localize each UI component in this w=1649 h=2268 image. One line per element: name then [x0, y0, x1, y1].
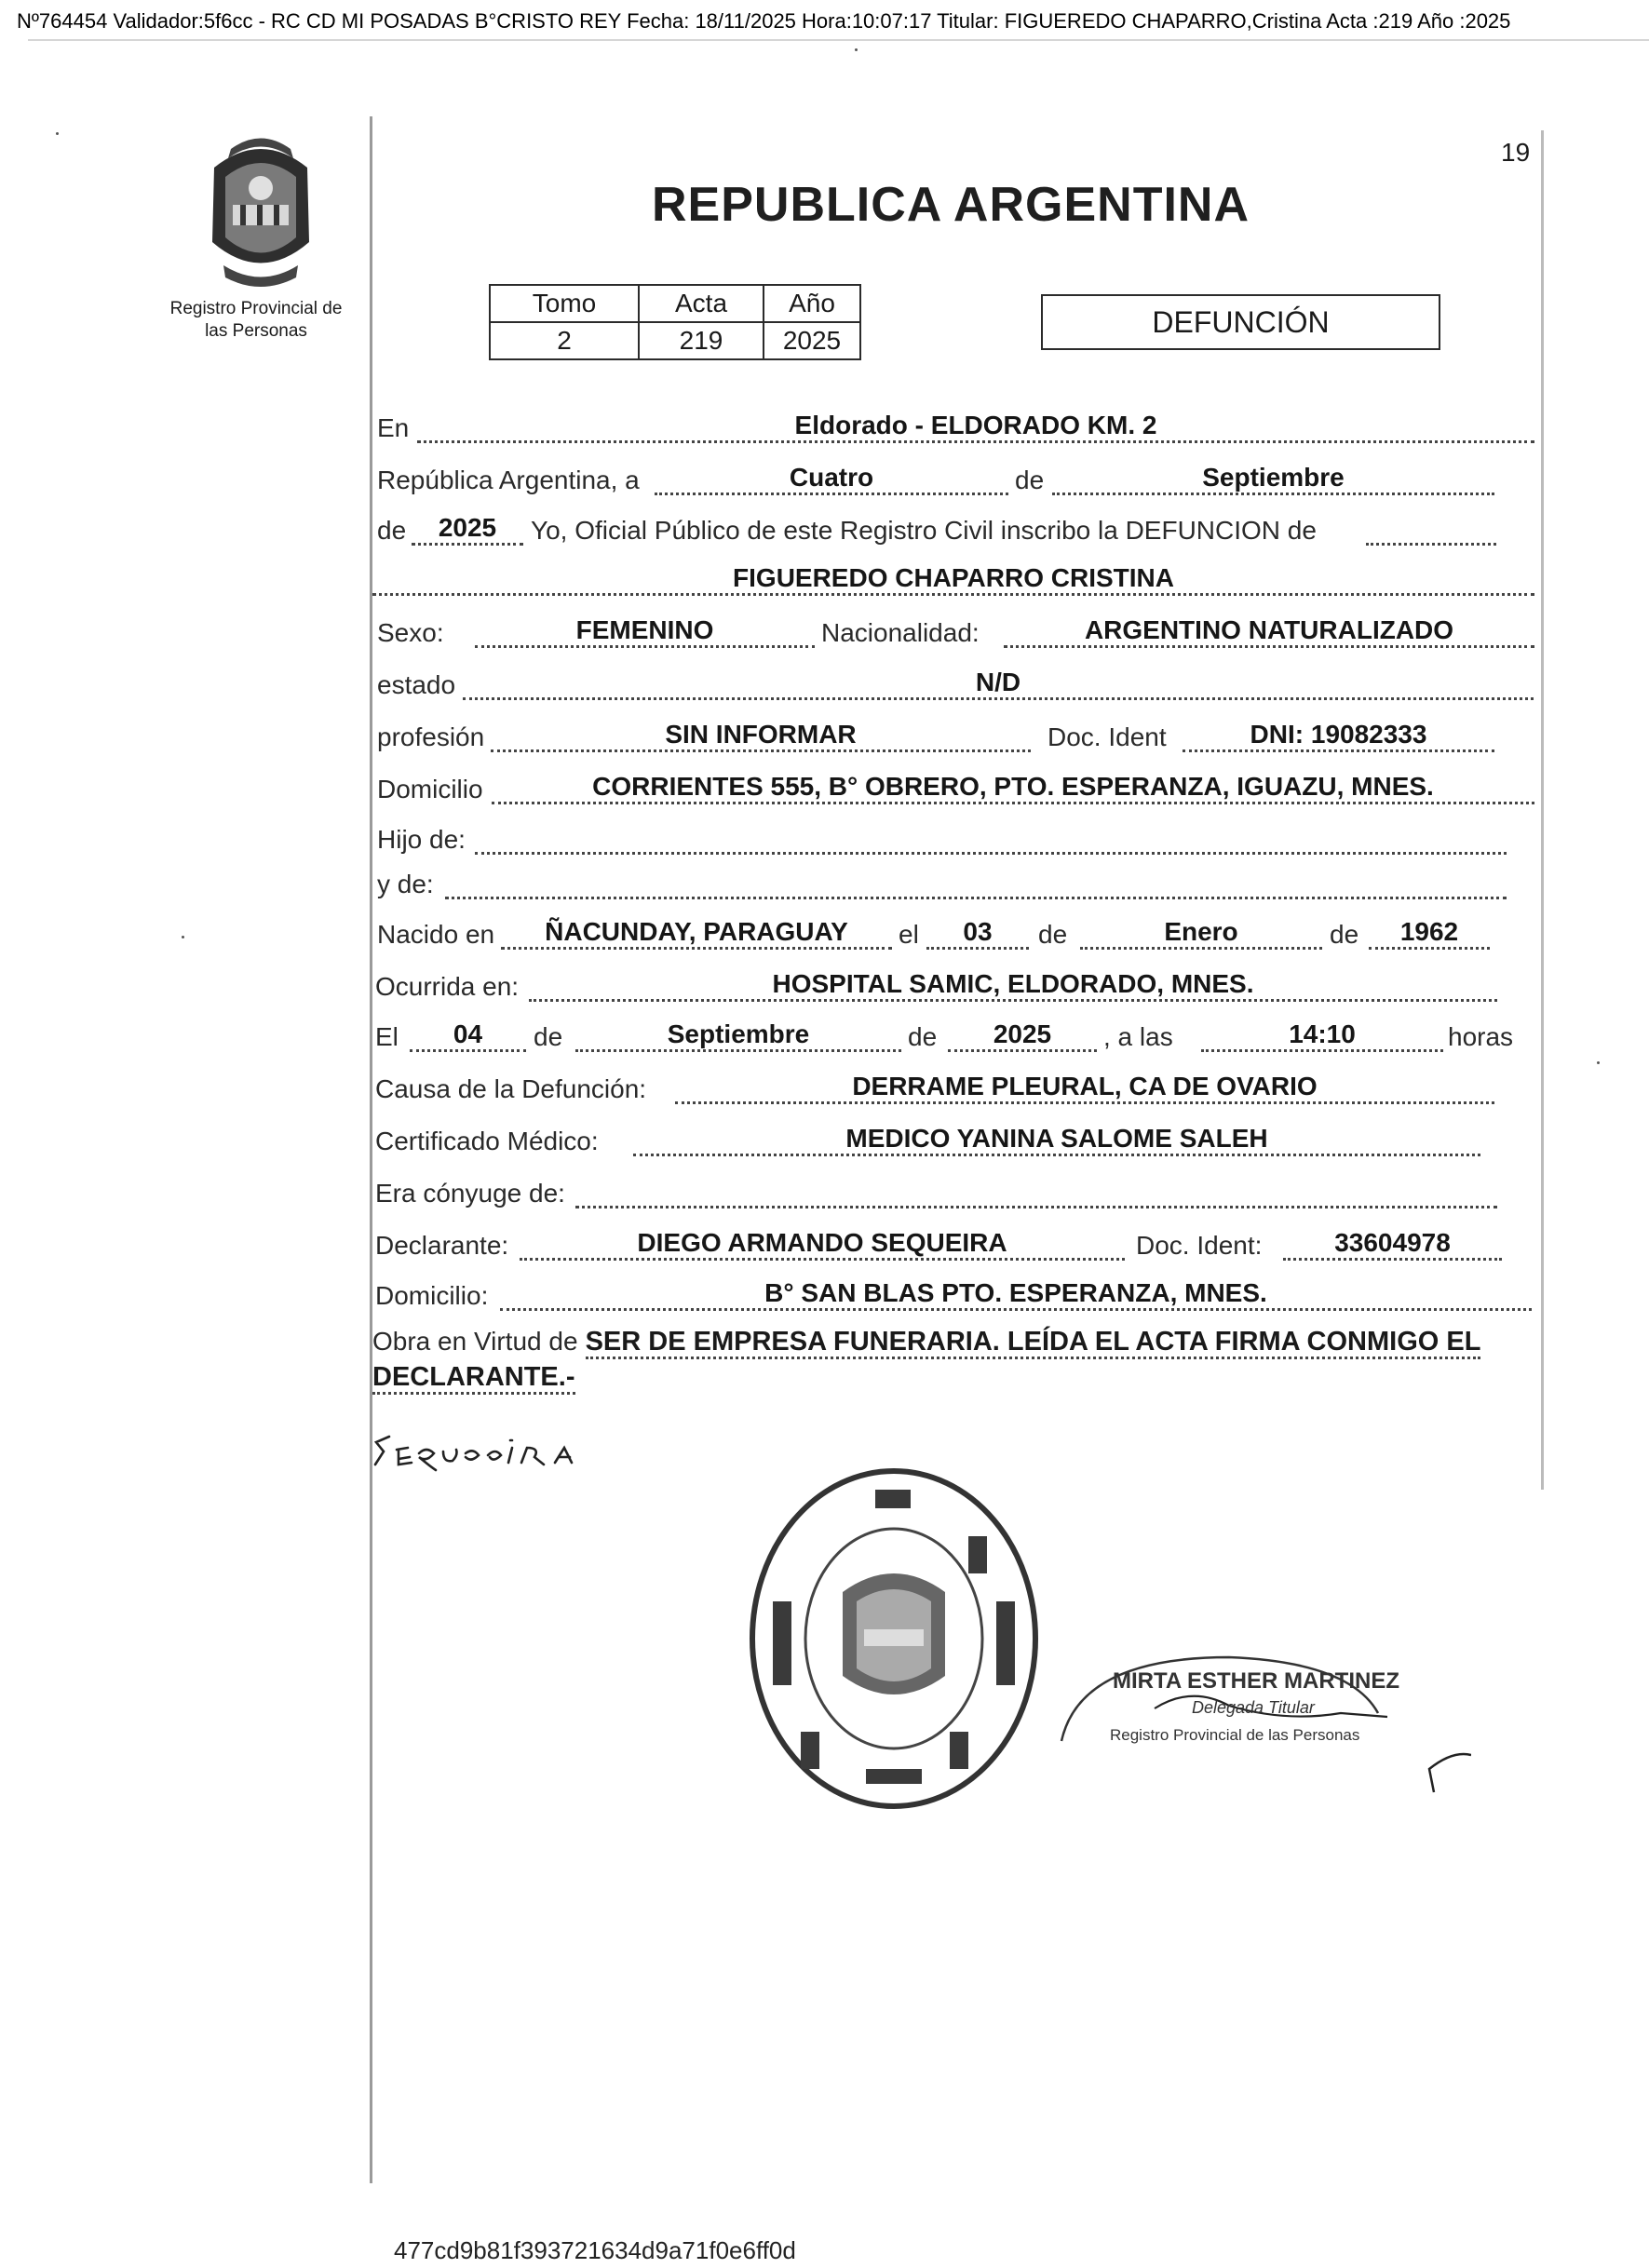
field-profesion: SIN INFORMAR [491, 720, 1031, 752]
acta-value: 219 [639, 322, 764, 359]
field-dia-letras: Cuatro [655, 463, 1008, 495]
row-fecha [0, 462, 1649, 503]
field-y-de [445, 867, 1507, 899]
anio-value: 2025 [764, 322, 860, 359]
label-domicilio-declarante: Domicilio: [375, 1281, 489, 1310]
registry-name-line2: las Personas [205, 321, 307, 341]
row-domicilio-declarante [0, 1277, 1649, 1318]
page-number: 19 [1501, 138, 1531, 167]
label-certificado: Certificado Médico: [375, 1127, 599, 1155]
field-nacido-en: ÑACUNDAY, PARAGUAY [501, 917, 892, 950]
tomo-value: 2 [490, 322, 639, 359]
field-mes: Septiembre [1052, 463, 1494, 495]
row-domicilio [0, 771, 1649, 812]
label-el: el [899, 920, 919, 949]
row-profesion [0, 719, 1649, 760]
scan-speck [855, 48, 858, 51]
field-domicilio: CORRIENTES 555, B° OBRERO, PTO. ESPERANZA, IGUAZU, MNES. [492, 772, 1534, 804]
field-def-hora: 14:10 [1201, 1019, 1443, 1052]
field-declarante: DIEGO ARMANDO SEQUEIRA [520, 1228, 1125, 1261]
label-doc-ident: Doc. Ident [1048, 722, 1167, 751]
row-hijo [0, 821, 1649, 862]
anio-header: Año [764, 285, 860, 322]
label-doc-ident-declarante: Doc. Ident: [1136, 1231, 1263, 1260]
label-conyuge: Era cónyuge de: [375, 1179, 565, 1208]
label-ocurrida-en: Ocurrida en: [375, 972, 520, 1001]
field-anio: 2025 [412, 513, 523, 546]
row-defuncion-fecha [0, 1019, 1649, 1060]
field-declarante-domicilio: B° SAN BLAS PTO. ESPERANZA, MNES. [500, 1278, 1532, 1311]
field-oficial-blank [1366, 513, 1496, 546]
row-nombre [0, 562, 1649, 603]
row-obra [372, 1324, 1527, 1395]
row-anio [0, 512, 1649, 553]
row-ocurrida [0, 968, 1649, 1009]
label-domicilio: Domicilio [377, 775, 483, 803]
official-signature-block [1043, 1620, 1471, 1806]
field-documento: DNI: 19082333 [1183, 720, 1494, 752]
label-nacido-en: Nacido en [377, 920, 495, 949]
field-conyuge [575, 1176, 1497, 1208]
delegation-stamp-icon [745, 1462, 1043, 1816]
label-el-cap: El [375, 1022, 399, 1051]
field-nombre: FIGUEREDO CHAPARRO CRISTINA [372, 563, 1534, 596]
acta-header: Acta [639, 285, 764, 322]
register-table [489, 284, 861, 360]
row-lugar [0, 410, 1649, 451]
label-nacionalidad: Nacionalidad: [821, 618, 980, 647]
field-def-mes: Septiembre [575, 1019, 901, 1052]
scan-speck [56, 132, 59, 135]
label-y-de: y de: [377, 870, 434, 898]
row-sexo [0, 614, 1649, 655]
row-declarante [0, 1227, 1649, 1268]
label-obra: Obra en Virtud de [372, 1327, 578, 1356]
label-oficial: Yo, Oficial Público de este Registro Civil inscribo la DEFUNCION de [531, 516, 1317, 545]
label-profesion: profesión [377, 722, 485, 751]
field-declarante-doc: 33604978 [1283, 1228, 1502, 1261]
document-type-box: DEFUNCIÓN [1041, 294, 1440, 350]
row-y-de [0, 866, 1649, 907]
label-de: de [1015, 466, 1045, 494]
label-de-def-mes: de [534, 1022, 563, 1051]
label-declarante: Declarante: [375, 1231, 509, 1260]
field-obra: SER DE EMPRESA FUNERARIA. LEÍDA EL ACTA FIRMA CONMIGO EL DECLARANTE.- [372, 1327, 1480, 1395]
field-sexo: FEMENINO [475, 615, 815, 648]
row-estado [0, 667, 1649, 708]
scan-edge [28, 39, 1649, 41]
field-ocurrida-en: HOSPITAL SAMIC, ELDORADO, MNES. [529, 969, 1497, 1002]
field-nac-dia: 03 [926, 917, 1029, 950]
scan-speck [182, 936, 184, 938]
validation-header: Nº764454 Validador:5f6cc - RC CD MI POSADAS B°CRISTO REY Fecha: 18/11/2025 Hora:10:07:17 Titular: FIGUEREDO CHAPARRO,Cristina Acta :219 Año :2025 [17, 9, 1511, 33]
label-en: En [377, 413, 410, 442]
label-hijo-de: Hijo de: [377, 825, 466, 854]
registry-name-line1: Registro Provincial de [169, 299, 343, 318]
official-role: Delegada Titular [1192, 1698, 1315, 1717]
field-nac-anio: 1962 [1369, 917, 1490, 950]
misiones-seal-icon [186, 130, 335, 289]
page-title: REPUBLICA ARGENTINA [652, 178, 1250, 232]
scan-speck [1597, 1061, 1600, 1064]
label-horas: horas [1448, 1022, 1514, 1051]
label-a-las: , a las [1103, 1022, 1173, 1051]
label-republica: República Argentina, a [377, 466, 640, 494]
official-org: Registro Provincial de las Personas [1110, 1726, 1360, 1744]
field-def-dia: 04 [410, 1019, 526, 1052]
field-lugar: Eldorado - ELDORADO KM. 2 [417, 411, 1534, 443]
label-de-nac-mes: de [1038, 920, 1068, 949]
label-de-anio: de [377, 516, 407, 545]
label-sexo: Sexo: [377, 618, 444, 647]
tomo-header: Tomo [490, 285, 639, 322]
row-causa [0, 1071, 1649, 1112]
row-conyuge [0, 1175, 1649, 1216]
label-de-def-anio: de [908, 1022, 938, 1051]
field-causa: DERRAME PLEURAL, CA DE OVARIO [675, 1072, 1494, 1104]
row-certificado [0, 1123, 1649, 1164]
label-estado: estado [377, 670, 456, 699]
field-nac-mes: Enero [1080, 917, 1322, 950]
field-estado: N/D [463, 668, 1534, 700]
label-causa: Causa de la Defunción: [375, 1074, 647, 1103]
field-nacionalidad: ARGENTINO NATURALIZADO [1004, 615, 1534, 648]
declarant-signature-icon [371, 1429, 622, 1476]
field-hijo-de [475, 822, 1507, 855]
document-hash: 477cd9b81f393721634d9a71f0e6ff0d [394, 2236, 796, 2264]
field-def-anio: 2025 [948, 1019, 1097, 1052]
row-nacimiento [0, 916, 1649, 957]
official-name: MIRTA ESTHER MARTINEZ [1113, 1668, 1399, 1694]
registry-name [149, 298, 363, 343]
label-de-nac-anio: de [1330, 920, 1359, 949]
field-certificado: MEDICO YANINA SALOME SALEH [633, 1124, 1480, 1156]
